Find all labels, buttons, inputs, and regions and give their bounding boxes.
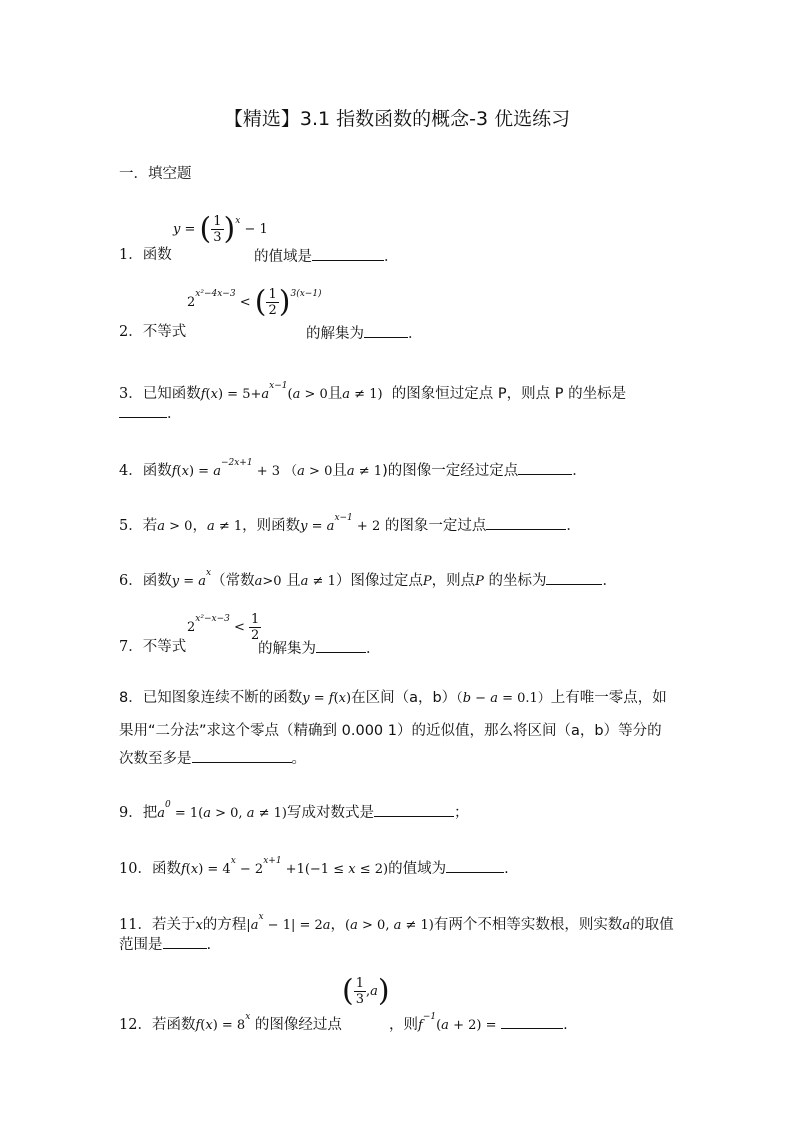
answer-blank[interactable] [163, 934, 207, 949]
answer-blank[interactable] [374, 802, 454, 817]
question-3: 3．已知函数$f(x) = 5+a^{x-1}(a > 0$且a ≠ 1) 的图象恒过定点 P，则点 P 的坐标是 [119, 381, 627, 402]
section-heading: 一．填空题 [119, 166, 192, 182]
question-5: 5．若a > 0，a ≠ 1，则函数$y = a^{x-1} + 2$ 的图象一定过点 ． [119, 513, 581, 534]
question-3-line2: ． [119, 403, 182, 423]
answer-blank[interactable] [446, 858, 504, 873]
q11-formula: $|a^x - 1| = 2a$ [246, 912, 331, 933]
answer-blank[interactable] [364, 323, 408, 338]
question-8: 8．已知图象连续不断的函数y = f(x)在区间（a，b）（b − a = 0.1）上有唯一零点，如 [119, 690, 667, 706]
q12-formula: $f(x) = 8^x$ [195, 1012, 251, 1033]
question-1: 1．函数 [119, 247, 172, 263]
question-8-line2: 果用“二分法”求这个零点（精确到 0.000 1）的近似值，那么将区间（a，b）等分的 [119, 723, 662, 739]
question-11: 11．若关于x的方程$|a^x - 1| = 2a$，(a > 0, a ≠ 1)有两个不相等实数根，则实数a的取值 [119, 912, 674, 933]
question-12: 12．若函数$f(x) = 8^x$ 的图像经过点 [119, 1012, 342, 1033]
answer-blank[interactable] [486, 515, 566, 530]
answer-blank[interactable] [312, 246, 384, 261]
question-12-tail: ，则$f^{-1}(a + 2)$ = . [389, 1012, 568, 1033]
answer-blank[interactable] [518, 460, 572, 475]
question-10: 10．函数$f(x) = 4^x - 2^{x+1} +1(-1 \le x \le 2)$的值域为 . [119, 856, 509, 877]
q1-formula: y = ( $\frac{1}{3}$ )$^x$ − 1 [173, 211, 268, 247]
question-6: 6．函数$y = a^x$（常数a>0 且a ≠ 1）图像过定点P，则点P 的坐标为 ． [119, 568, 617, 589]
answer-blank[interactable] [501, 1014, 563, 1029]
q12-point: ( $\frac{1}{3}$ ,a) [342, 973, 390, 1009]
question-7-tail: 的解集为 ． [258, 638, 381, 658]
question-2-tail: 的解集为 ． [306, 323, 423, 343]
question-4: 4．函数$f(x) = a^{-2x+1} + 3$ （a > 0且a ≠ 1)的图像一定经过定点 ． [119, 458, 587, 479]
question-11-line2: 范围是 . [119, 934, 211, 954]
q5-formula: $y = a^{x-1} + 2$ [300, 513, 381, 534]
answer-blank[interactable] [316, 638, 366, 653]
question-7: 7．不等式 [119, 639, 187, 655]
page-title: 【精选】3.1 指数函数的概念-3 优选练习 [223, 108, 571, 130]
answer-blank[interactable] [192, 748, 292, 763]
question-8-line3: 次数至多是 。 [119, 748, 306, 768]
q7-formula: $2^{x^2-x-3}$ < $\frac{1}{2}$ [187, 612, 260, 643]
answer-blank[interactable] [119, 403, 167, 418]
answer-blank[interactable] [546, 570, 602, 585]
question-1-tail: 的值域是 ． [254, 246, 399, 266]
q2-formula: $2^{x^2-4x-3}$ < ( $\frac{1}{2}$ )$^{3(x-1)}$ [187, 284, 322, 320]
q3-formula: $f(x) = 5+a^{x-1}(a > 0$ [200, 381, 328, 402]
question-9: 9．把$a^0 = 1(a > 0$, a ≠ 1)写成对数式是 ； [119, 800, 469, 821]
question-2: 2．不等式 [119, 324, 187, 340]
q10-formula: $f(x) = 4^x - 2^{x+1} +1(-1 \le x \le 2)$ [180, 856, 389, 877]
q9-formula: $a^0 = 1(a > 0$, a ≠ 1) [157, 800, 287, 821]
q4-formula: $f(x) = a^{-2x+1} + 3$ （a > 0 [171, 458, 333, 479]
